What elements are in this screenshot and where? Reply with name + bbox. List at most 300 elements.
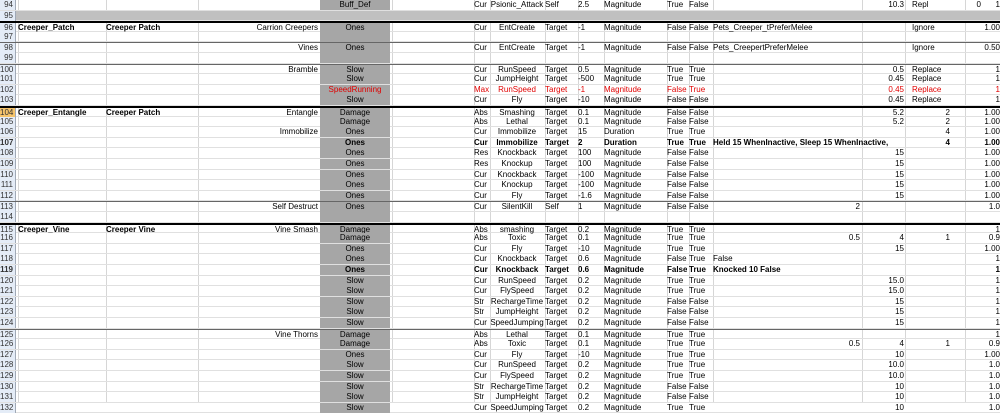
display-name-cell[interactable] [106,95,196,105]
display-name-cell[interactable] [106,286,196,296]
flag-2-cell[interactable]: True [689,275,706,285]
display-name-cell[interactable] [106,127,196,137]
duration-cell[interactable] [862,330,904,340]
duration-cell[interactable]: 0.45 [888,84,904,94]
target-cell[interactable]: Target [545,392,568,402]
target-cell[interactable]: Target [545,159,568,168]
attrib-type-cell[interactable]: Slow [320,403,390,413]
effect-group-cell[interactable] [198,403,318,413]
duration-cell[interactable] [862,202,904,212]
mag-cell[interactable] [830,159,860,169]
target-cell[interactable]: Target [545,233,568,243]
power-name-cell[interactable] [18,148,104,158]
power-name-cell[interactable] [18,371,104,381]
target-cell[interactable]: Self [545,202,559,212]
power-name-cell[interactable] [18,392,104,402]
power-name-cell[interactable] [18,297,104,307]
target-cell[interactable]: Target [545,371,568,380]
stack-type-cell[interactable] [912,202,964,212]
aspect-cell[interactable]: Abs [474,339,488,349]
scale-cell[interactable]: 0.6 [578,265,590,274]
attrib-type-cell[interactable]: Ones [320,180,390,190]
display-name-cell[interactable] [106,170,196,180]
power-name-cell[interactable] [18,286,104,296]
chance-cell[interactable]: 1.00 [984,159,1000,168]
attrib-type-cell[interactable]: Ones [320,23,390,33]
aspect-cell[interactable]: Cur [474,360,487,370]
stack-type-cell[interactable] [912,265,964,275]
row-number[interactable]: 100 [0,65,16,75]
scale-cell[interactable]: 0.2 [578,275,590,285]
display-name-cell[interactable] [106,85,196,95]
effect-group-cell[interactable]: Immobilize [279,127,318,137]
flag-1-cell[interactable] [667,32,687,42]
mag-cell[interactable] [830,0,860,10]
type-cell[interactable]: Magnitude [604,116,642,126]
type-cell[interactable]: Magnitude [604,64,642,74]
stack-type-cell[interactable] [912,403,964,413]
aspect-cell[interactable] [474,32,490,42]
count-cell[interactable]: 0 [976,0,981,9]
display-name-cell[interactable] [106,297,196,307]
flag-2-cell[interactable]: True [689,243,706,253]
chance-cell[interactable]: 1 [995,318,1000,327]
row-number[interactable]: 108 [0,148,16,158]
row-number[interactable]: 110 [0,170,16,180]
duration-cell[interactable]: 15 [895,307,904,317]
stack-type-cell[interactable] [912,180,964,190]
type-cell[interactable]: Magnitude [604,0,642,9]
target-cell[interactable]: Target [545,296,568,306]
stack-type-cell[interactable] [912,127,964,137]
power-name-cell[interactable] [18,170,104,180]
power-name-cell[interactable] [18,339,104,349]
stack-type-cell[interactable]: Replace [912,84,942,94]
duration-cell[interactable]: 10 [895,381,904,391]
stack-type-cell[interactable] [912,286,964,296]
flag-2-cell[interactable]: True [689,349,706,359]
duration-cell[interactable]: 15 [895,148,904,158]
attrib-type-cell[interactable]: Ones [320,350,390,360]
stack-cell[interactable]: 2 [945,108,950,117]
scale-cell[interactable] [578,32,603,42]
flag-1-cell[interactable]: True [667,137,684,147]
flag-2-cell[interactable]: True [689,74,706,84]
chance-cell[interactable]: 1 [995,307,1000,317]
row-number[interactable]: 128 [0,360,16,370]
mag-cell[interactable] [830,382,860,392]
row-number[interactable]: 121 [0,286,16,296]
effect-group-cell[interactable]: Vine Smash [275,224,318,234]
stack-cell[interactable]: 4 [945,127,950,137]
flag-2-cell[interactable] [689,32,711,42]
target-cell[interactable]: Target [545,95,568,105]
flag-1-cell[interactable] [667,53,687,63]
type-cell[interactable] [604,212,666,222]
attrib-cell[interactable]: Psionic_Attack [490,0,544,9]
power-name-cell[interactable] [18,265,104,275]
mag-cell[interactable] [830,191,860,201]
stack-type-cell[interactable]: Ignore [912,23,935,33]
chance-cell[interactable]: 1.0 [988,402,1000,412]
attrib-cell[interactable]: Toxic [507,339,527,349]
attrib-type-cell[interactable]: Damage [320,339,390,349]
aspect-cell[interactable]: Cur [474,180,487,190]
flag-2-cell[interactable]: False [689,116,709,126]
flag-1-cell[interactable]: True [667,360,684,370]
stack-type-cell[interactable]: Replace [912,64,942,74]
attrib-type-cell[interactable] [320,32,390,42]
mag-cell[interactable] [830,65,860,75]
flag-2-cell[interactable]: False [689,0,709,9]
chance-cell[interactable]: 1.0 [988,360,1000,370]
text-cell[interactable]: Knocked 10 False [713,265,781,274]
display-name-cell[interactable]: Creeper Vine [106,224,156,234]
display-name-cell[interactable] [106,339,196,349]
display-name-cell[interactable] [106,360,196,370]
type-cell[interactable]: Magnitude [604,74,642,84]
flag-2-cell[interactable] [689,53,711,63]
scale-cell[interactable]: 100 [578,159,592,168]
attrib-cell[interactable]: SpeedJumping [490,318,544,327]
attrib-cell[interactable]: JumpHeight [495,74,539,84]
chance-cell[interactable]: 1.0 [988,381,1000,391]
effect-group-cell[interactable] [198,170,318,180]
chance-cell[interactable]: 1.00 [984,190,1000,200]
attrib-type-cell[interactable]: Slow [320,65,390,75]
target-cell[interactable] [545,212,575,222]
flag-1-cell[interactable]: True [667,243,684,253]
scale-cell[interactable] [578,53,603,63]
power-name-cell[interactable] [18,350,104,360]
power-name-cell[interactable] [18,276,104,286]
scale-cell[interactable]: -1 [578,43,586,53]
target-cell[interactable]: Target [545,137,569,147]
stack-type-cell[interactable] [912,191,964,201]
aspect-cell[interactable]: Abs [474,329,488,339]
attrib-cell[interactable]: smashing [499,224,535,234]
flag-2-cell[interactable]: False [689,95,709,105]
aspect-cell[interactable]: Abs [474,108,488,117]
display-name-cell[interactable] [106,202,196,212]
mag-cell[interactable] [830,127,860,137]
display-name-cell[interactable] [106,43,196,53]
aspect-cell[interactable]: Cur [474,371,487,380]
effect-group-cell[interactable] [198,382,318,392]
attrib-cell[interactable]: RechargeTime [490,296,544,306]
attrib-type-cell[interactable]: Slow [320,286,390,296]
display-name-cell[interactable] [106,65,196,75]
flag-2-cell[interactable]: True [689,329,706,339]
power-name-cell[interactable] [18,233,104,243]
attrib-type-cell[interactable] [320,212,390,222]
mag-cell[interactable] [830,244,860,254]
chance-cell[interactable]: 1.00 [984,116,1000,126]
type-cell[interactable]: Magnitude [604,233,642,243]
aspect-cell[interactable]: Abs [474,233,488,243]
row-number[interactable]: 97 [0,32,16,42]
target-cell[interactable]: Target [545,307,568,317]
stack-type-cell[interactable] [912,382,964,392]
duration-cell[interactable]: 15.0 [888,275,904,285]
chance-cell[interactable]: 0.50 [984,43,1000,53]
stack-cell[interactable]: 1 [945,339,950,349]
duration-cell[interactable]: 0.5 [892,64,904,74]
mag-cell[interactable] [830,403,860,413]
attrib-type-cell[interactable]: SpeedRunning [320,85,390,95]
duration-cell[interactable]: 15 [895,296,904,306]
scale-cell[interactable]: 0.6 [578,254,590,264]
duration-cell[interactable]: 15 [895,190,904,200]
row-number[interactable]: 129 [0,371,16,381]
power-name-cell[interactable]: Creeper_Entangle [18,108,87,117]
flag-1-cell[interactable]: False [667,318,687,327]
attrib-type-cell[interactable]: Ones [320,244,390,254]
chance-cell[interactable]: 1.00 [984,108,1000,117]
power-name-cell[interactable] [18,307,104,317]
chance-cell[interactable]: 1 [995,286,1000,296]
power-name-cell[interactable]: Creeper_Vine [18,224,70,234]
aspect-cell[interactable]: Cur [474,43,487,53]
aspect-cell[interactable]: Cur [474,275,487,285]
effect-group-cell[interactable] [198,148,318,158]
power-name-cell[interactable] [18,382,104,392]
row-number[interactable]: 122 [0,297,16,307]
duration-cell[interactable]: 15 [895,180,904,190]
target-cell[interactable]: Target [545,318,568,327]
scale-cell[interactable]: -10 [578,349,590,359]
scale-cell[interactable]: -100 [578,180,595,190]
duration-cell[interactable] [862,43,904,53]
type-cell[interactable]: Magnitude [604,254,642,264]
scale-cell[interactable]: 2 [578,137,583,147]
attrib-type-cell[interactable]: Ones [320,159,390,169]
stack-type-cell[interactable] [912,350,964,360]
chance-cell[interactable]: 1.00 [984,243,1000,253]
row-number[interactable]: 109 [0,159,16,169]
attrib-cell[interactable]: Lethal [506,329,528,339]
flag-2-cell[interactable]: False [689,23,709,33]
type-cell[interactable]: Magnitude [604,224,642,234]
scale-cell[interactable]: 0.2 [578,296,590,306]
chance-cell[interactable]: 1 [995,95,1000,105]
scale-cell[interactable]: 0.1 [578,233,590,243]
effect-group-cell[interactable]: Entangle [286,108,318,117]
row-number[interactable]: 98 [0,43,16,53]
attrib-cell[interactable]: Smashing [499,108,535,117]
stack-type-cell[interactable] [912,339,964,349]
target-cell[interactable]: Target [545,360,568,370]
attrib-type-cell[interactable]: Slow [320,297,390,307]
row-number[interactable]: 96 [0,23,16,33]
row-number[interactable]: 105 [0,117,16,127]
mag-cell[interactable] [830,254,860,264]
chance-cell[interactable]: 1.00 [984,180,1000,190]
scale-cell[interactable]: -100 [578,169,595,179]
scale-cell[interactable]: 0.1 [578,329,590,339]
attrib-type-cell[interactable]: Slow [320,95,390,105]
aspect-cell[interactable]: Str [474,307,485,317]
display-name-cell[interactable] [106,159,196,169]
chance-cell[interactable]: 1 [995,74,1000,84]
target-cell[interactable]: Target [545,108,568,117]
scale-cell[interactable]: -500 [578,74,595,84]
type-cell[interactable]: Magnitude [604,360,642,370]
target-cell[interactable]: Target [545,180,568,190]
power-name-cell[interactable] [18,180,104,190]
flag-1-cell[interactable]: True [667,224,684,234]
row-number[interactable]: 125 [0,330,16,340]
scale-cell[interactable]: 0.1 [578,108,590,117]
attrib-cell[interactable]: Knockback [497,254,537,264]
stack-type-cell[interactable] [912,53,964,63]
text-cell[interactable]: Held 15 WhenInactive, Sleep 15 WhenInactive, [713,137,889,147]
display-name-cell[interactable] [106,254,196,264]
mag-cell[interactable] [830,117,860,127]
aspect-cell[interactable] [474,212,490,222]
stack-type-cell[interactable] [912,170,964,180]
row-number[interactable]: 118 [0,254,16,264]
chance-cell[interactable]: 1.00 [984,349,1000,359]
text-cell[interactable]: Pets_CreepertPreferMelee [713,43,809,53]
attrib-type-cell[interactable]: Ones [320,127,390,137]
attrib-type-cell[interactable]: Slow [320,360,390,370]
flag-1-cell[interactable]: True [667,0,684,9]
type-cell[interactable]: Magnitude [604,265,644,274]
duration-cell[interactable] [862,53,904,63]
stack-cell[interactable]: 1 [945,233,950,243]
power-name-cell[interactable] [18,0,104,10]
flag-1-cell[interactable]: True [667,74,684,84]
power-name-cell[interactable] [18,244,104,254]
power-name-cell[interactable] [18,403,104,413]
display-name-cell[interactable] [106,350,196,360]
effect-group-cell[interactable] [198,297,318,307]
flag-2-cell[interactable]: False [689,392,709,402]
chance-cell[interactable]: 1 [995,275,1000,285]
attrib-cell[interactable]: Knockback [497,148,537,158]
aspect-cell[interactable]: Cur [474,254,487,264]
display-name-cell[interactable] [106,138,196,148]
effect-group-cell[interactable] [198,233,318,243]
attrib-type-cell[interactable] [320,53,390,63]
aspect-cell[interactable]: Res [474,148,489,158]
attrib-type-cell[interactable]: Damage [320,108,390,118]
mag-cell[interactable] [830,170,860,180]
target-cell[interactable]: Target [545,265,569,274]
display-name-cell[interactable] [106,371,196,381]
type-cell[interactable]: Duration [604,137,637,147]
target-cell[interactable]: Self [545,0,559,9]
stack-type-cell[interactable] [912,32,964,42]
chance-cell[interactable]: 1.00 [984,137,1000,147]
mag-cell[interactable] [830,85,860,95]
flag-2-cell[interactable]: False [689,381,709,391]
type-cell[interactable]: Duration [604,127,635,137]
display-name-cell[interactable] [106,276,196,286]
attrib-cell[interactable]: RechargeTime [490,381,544,391]
power-name-cell[interactable] [18,65,104,75]
attrib-type-cell[interactable]: Ones [320,43,390,53]
flag-1-cell[interactable]: False [667,307,687,317]
scale-cell[interactable]: 0.2 [578,360,590,370]
display-name-cell[interactable] [106,180,196,190]
row-number[interactable]: 106 [0,127,16,137]
aspect-cell[interactable] [474,53,490,63]
flag-1-cell[interactable]: False [667,23,687,33]
type-cell[interactable]: Magnitude [604,371,642,380]
display-name-cell[interactable] [106,148,196,158]
attrib-cell[interactable]: FlySpeed [500,286,534,296]
row-number[interactable]: 113 [0,202,16,212]
effect-group-cell[interactable] [198,265,318,275]
chance-cell[interactable]: 1.0 [988,202,1000,212]
type-cell[interactable]: Magnitude [604,349,642,359]
attrib-type-cell[interactable]: Ones [320,148,390,158]
power-name-cell[interactable] [18,32,104,42]
row-number[interactable]: 120 [0,276,16,286]
attrib-cell[interactable]: Knockback [495,265,539,274]
stack-type-cell[interactable]: Replace [912,95,942,105]
row-number[interactable]: 95 [0,11,16,21]
stack-type-cell[interactable] [912,148,964,158]
power-name-cell[interactable] [18,138,104,148]
aspect-cell[interactable]: Str [474,381,485,391]
flag-2-cell[interactable]: True [689,360,706,370]
effect-group-cell[interactable] [198,307,318,317]
attrib-cell[interactable]: Knockup [501,180,533,190]
attrib-type-cell[interactable]: Damage [320,330,390,340]
flag-2-cell[interactable]: False [689,190,709,200]
chance-cell[interactable]: 1 [995,329,1000,339]
mag-cell[interactable] [830,32,860,42]
target-cell[interactable] [545,32,575,42]
flag-1-cell[interactable]: True [667,371,684,380]
type-cell[interactable]: Magnitude [604,296,642,306]
target-cell[interactable]: Target [545,84,568,94]
flag-2-cell[interactable]: True [689,254,706,264]
flag-2-cell[interactable]: True [689,233,706,243]
attrib-type-cell[interactable]: Ones [320,202,390,212]
target-cell[interactable]: Target [545,224,568,234]
target-cell[interactable]: Target [545,190,568,200]
chance-cell[interactable]: 1.00 [984,127,1000,137]
mag-cell[interactable]: 0.5 [848,339,860,349]
flag-1-cell[interactable]: False [667,296,687,306]
display-name-cell[interactable] [106,117,196,127]
row-number[interactable]: 131 [0,392,16,402]
attrib-type-cell[interactable]: Buff_Def [320,0,390,10]
row-number[interactable]: 116 [0,233,16,243]
row-number[interactable]: 114 [0,212,16,222]
row-number[interactable]: 130 [0,382,16,392]
stack-type-cell[interactable] [912,392,964,402]
display-name-cell[interactable] [106,392,196,402]
row-number[interactable]: 117 [0,244,16,254]
attrib-cell[interactable]: Fly [511,349,523,359]
row-number[interactable]: 119 [0,265,16,275]
effect-group-cell[interactable]: Vine Thorns [275,329,318,339]
aspect-cell[interactable]: Cur [474,318,487,327]
attrib-type-cell[interactable]: Ones [320,265,390,275]
display-name-cell[interactable] [106,233,196,243]
aspect-cell[interactable]: Str [474,392,485,402]
chance-cell[interactable]: 0.9 [988,233,1000,243]
scale-cell[interactable]: 0.2 [578,307,590,317]
flag-1-cell[interactable]: False [667,190,687,200]
flag-1-cell[interactable]: False [667,95,687,105]
display-name-cell[interactable] [106,330,196,340]
